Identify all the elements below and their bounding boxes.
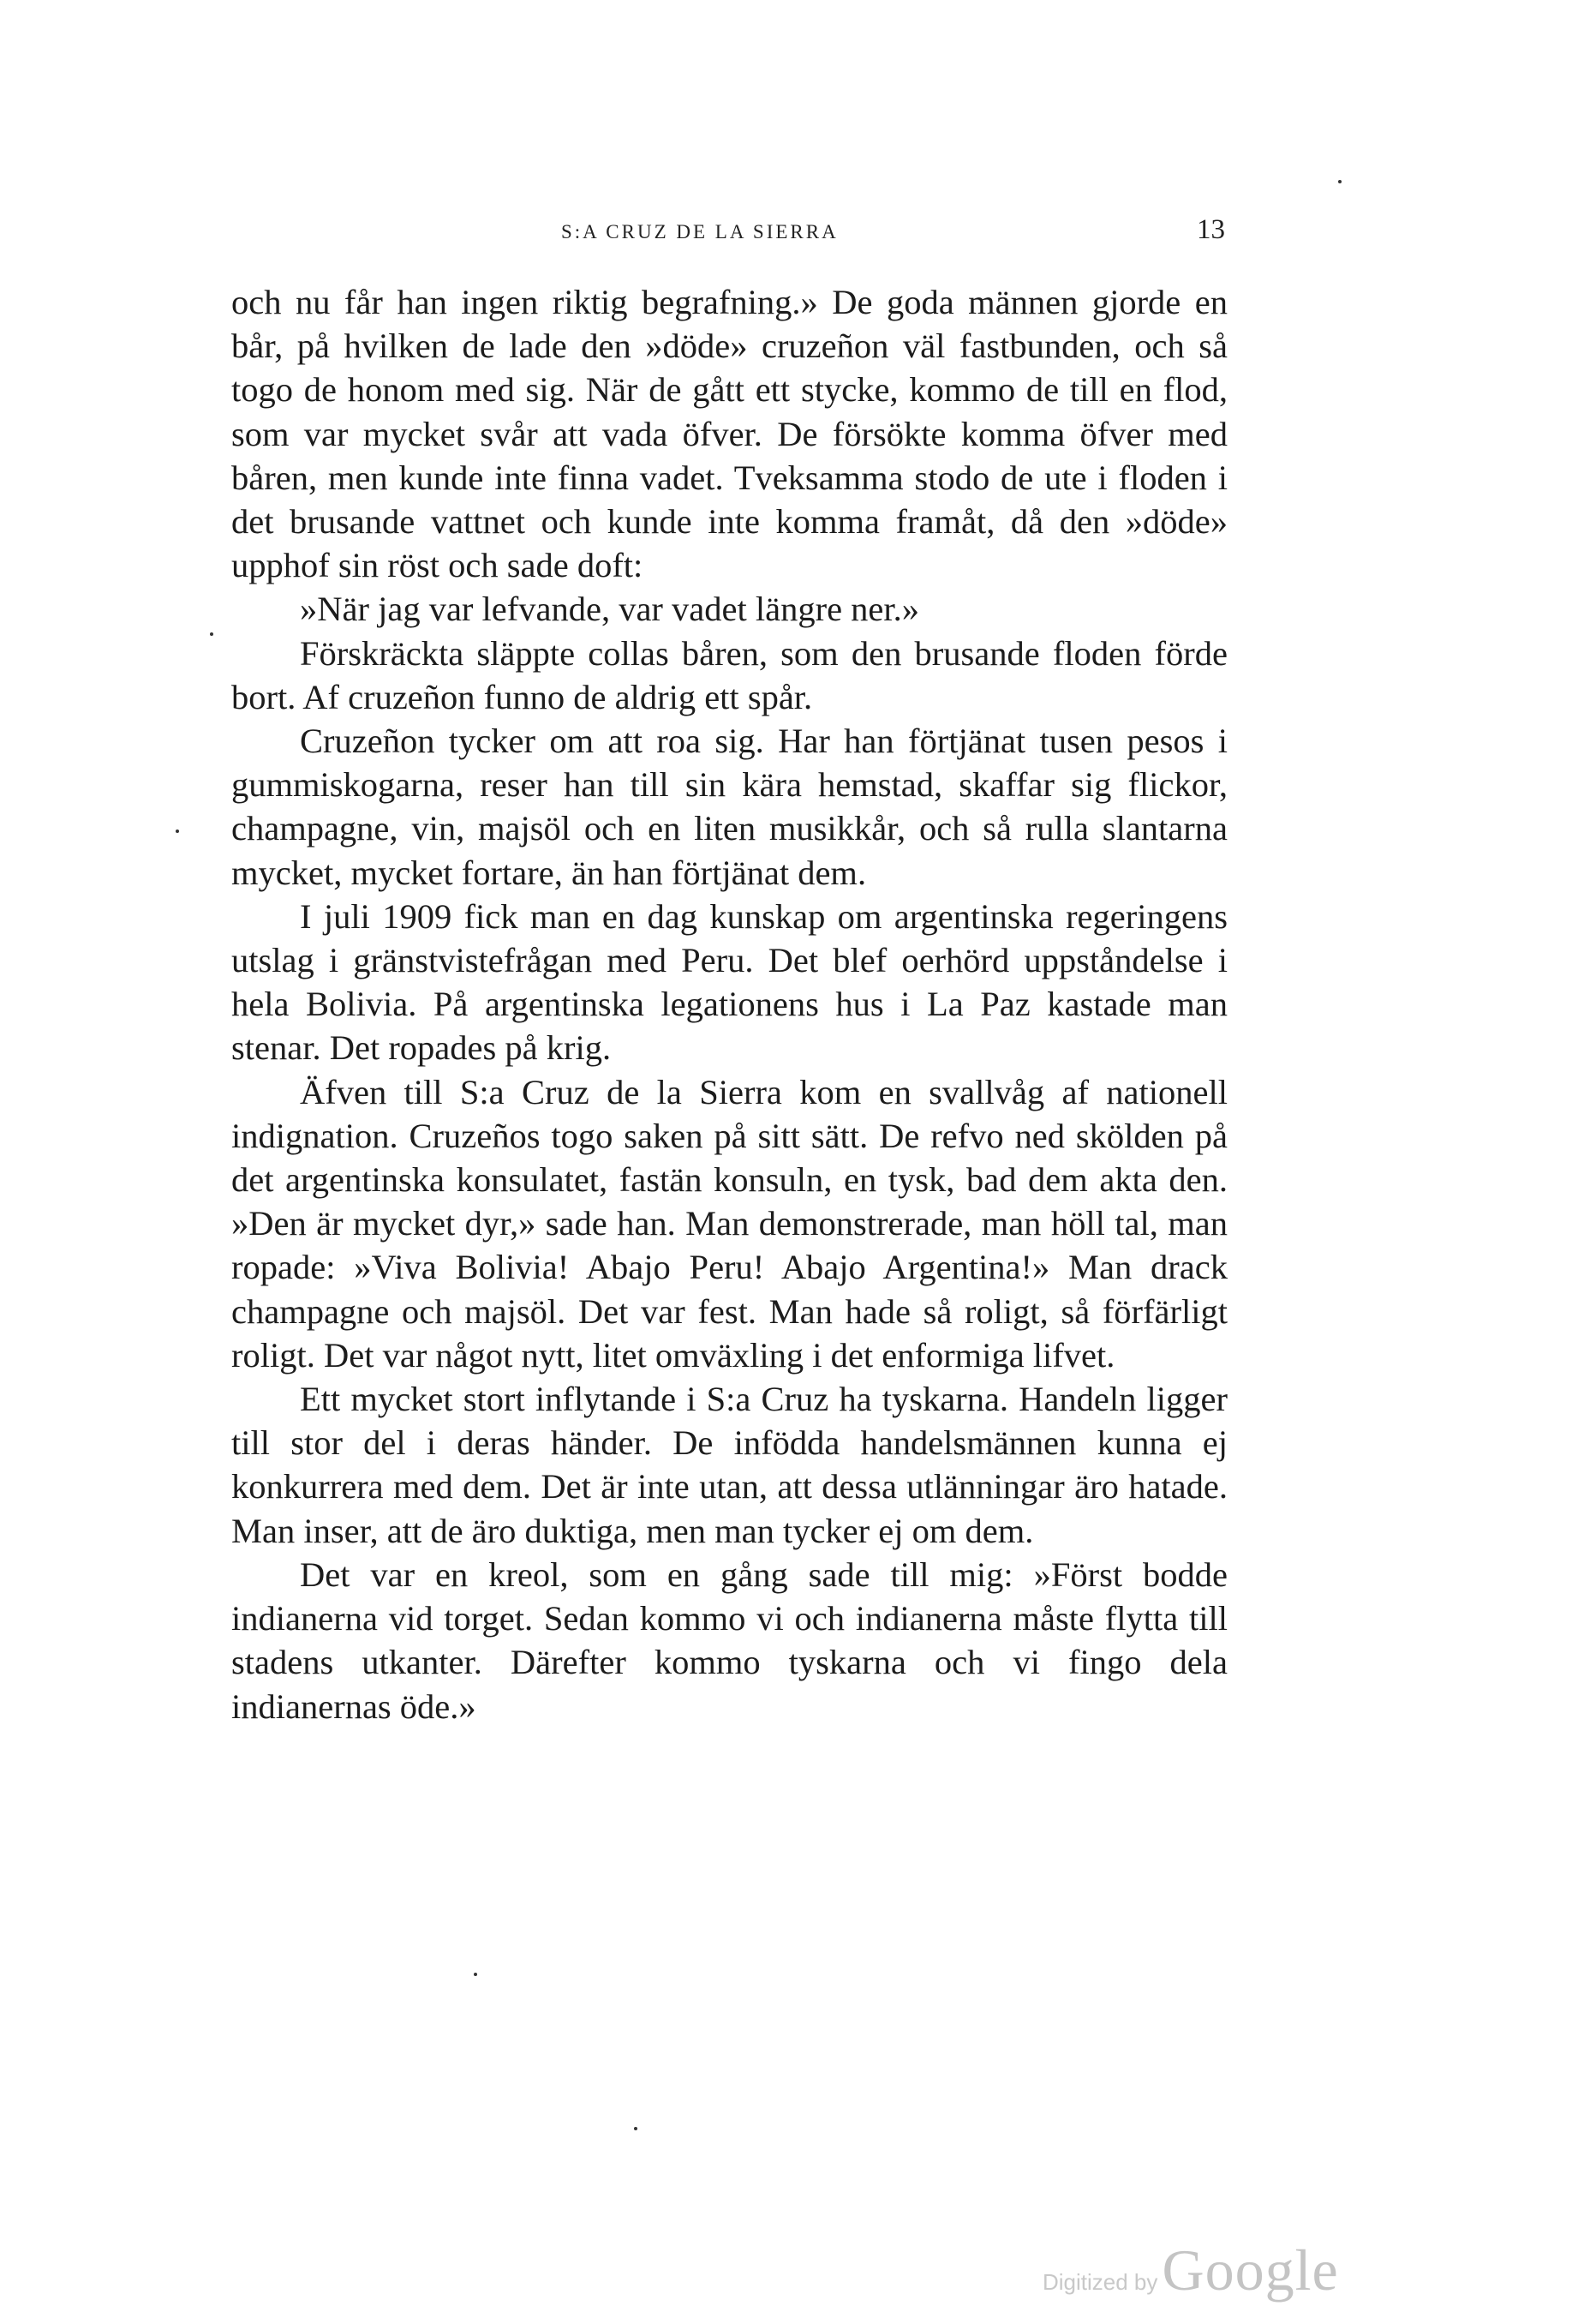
paragraph-7: Ett mycket stort inflytande i S:a Cruz ha tyskarna. Handeln ligger till stor del i deras händer. De infödda handelsmännen kunna ej konkurrera med dem. Det är inte utan, att dessa utlänningar äro hatade. Man inser, att de äro duktiga, men man tycker ej om dem. [231,1380,1228,1550]
digitized-by-google-watermark [1043,2237,1339,2304]
scan-speck [176,830,179,833]
watermark-prefix: Digitized by [1043,2269,1158,2295]
body-text [231,280,1228,1728]
scan-speck [634,2127,637,2130]
scan-speck [474,1973,477,1976]
scan-speck [1338,180,1342,183]
paragraph-4: Cruzeñon tycker om att roa sig. Har han förtjänat tusen pesos i gummiskogarna, reser han till sin kära hemstad, skaffar sig flickor, champagne, vin, majsöl och en liten musikkår, och så rulla slantarna mycket, mycket fortare, än han förtjänat dem. [231,722,1228,892]
google-logo: Google [1162,2237,1339,2303]
paragraph-5: I juli 1909 fick man en dag kunskap om argentinska regeringens utslag i gränstvistefrågan med Peru. Det blef oerhörd uppståndelse i hela Bolivia. På argentinska legationens hus i La Paz kastade man stenar. Det ropades på krig. [231,896,1228,1068]
running-head: S:A CRUZ DE LA SIERRA [561,221,839,243]
paragraph-1: och nu får han ingen riktig begrafning.» De goda männen gjorde en bår, på hvilken de lade den »döde» cruzeñon väl fastbunden, och så togo de honom med sig. När de gått ett stycke, kommo de till en flod, som var mycket svår att vada öfver. De försökte komma öfver med båren, men kunde inte finna vadet. Tveksamma stodo de ute i floden i det brusande vattnet och kunde inte komma framåt, då den »döde» upphof sin röst och sade doft: [231,283,1228,585]
paragraph-2-quote: »När jag var lefvande, var vadet längre ner.» [300,590,920,629]
paragraph-3: Förskräckta släppte collas båren, som den brusande floden förde bort. Af cruzeñon funno de aldrig ett spår. [231,633,1228,716]
paragraph-6: Äfven till S:a Cruz de la Sierra kom en svallvåg af nationell indignation. Cruzeños togo saken på sitt sätt. De refvo ned skölden på det argentinska konsulatet, fastän konsuln, en tysk, bad dem akta den. »Den är mycket dyr,» sade han. Man demonstrerade, man höll tal, man ropade: »Viva Bolivia! Abajo Peru! Abajo Argentina!» Man drack champagne och majsöl. Det var fest. Man hade så roligt, så förfärligt roligt. Det var något nytt, litet omväxling i det enformiga lifvet. [231,1072,1228,1375]
paragraph-8: Det var en kreol, som en gång sade till mig: »Först bodde indianerna vid torget. Sedan kommo vi och indianerna måste flytta till stadens utkanter. Därefter kommo tyskarna och vi fingo dela indianernas öde.» [231,1554,1228,1726]
page-number: 13 [1197,214,1225,245]
scan-speck [210,632,213,636]
